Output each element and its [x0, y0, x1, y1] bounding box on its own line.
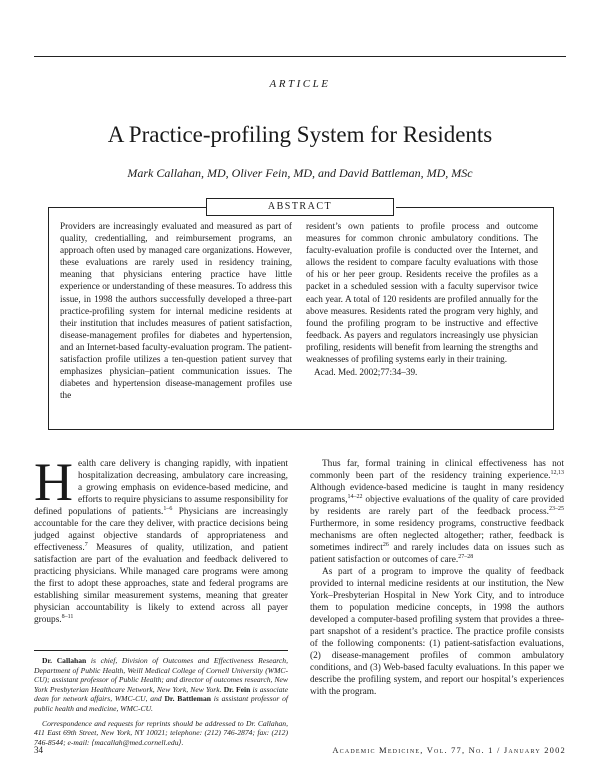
- abstract-heading: ABSTRACT: [206, 198, 394, 216]
- drop-cap: H: [34, 452, 73, 512]
- abstract-left-column: [60, 220, 292, 401]
- body-paragraph-1: [34, 452, 288, 626]
- body-right-column: [310, 458, 564, 698]
- footnote-rule: [34, 650, 288, 651]
- author-name: Dr. Callahan: [42, 656, 87, 665]
- reference-marker: 27–28: [458, 553, 474, 560]
- section-label: ARTICLE: [269, 78, 331, 90]
- reference-marker: 8–11: [61, 613, 74, 620]
- body-text: Measures of quality, utilization, and patient satisfaction are part of the evaluation and feedback delivered to practicing physicians. While managed care programs were among the first to adopt these approaches, state and federal programs are establishing similar measurement systems, meaning that greater physician accountability is likely to extend across all payer groups.: [34, 543, 288, 625]
- top-rule: [34, 56, 566, 57]
- body-paragraph-3: As part of a program to improve the quality of feedback provided to internal medicine residents at our institution, the New York–Presbyterian Hospital in New York City, and to introduce them to population medicine concepts, in 1998 the authors developed a computer-based profiling system that provides a three-part snapshot of a resident’s practice. The practice profile consists of the following components: (1) patient-satisfaction evaluations, (2) disease-management profiles of common ambulatory conditions, and (3) Web-based faculty evaluations. In this paper we describe the profiling system, and report our hospital’s experiences with the program.: [310, 567, 564, 697]
- affiliation-text: is assistant professor of public health and medicine, WMC-CU.: [34, 694, 289, 713]
- reference-marker: 7: [84, 541, 88, 548]
- author-line: Mark Callahan, MD, Oliver Fein, MD, and David Battleman, MD, MSc: [127, 166, 473, 180]
- reference-marker: 23–25: [549, 505, 564, 512]
- body-text: and rarely includes data on issues such as patient satisfaction or outcomes of care.: [310, 543, 564, 565]
- reference-marker: 14–22: [347, 493, 363, 500]
- body-left-column: [34, 452, 288, 626]
- body-text: ealth care delivery is changing rapidly, with inpatient hospitalization decreasing, ambulatory care increasing, a growing emphasis on evidence-based medicine, and efforts to require physicians to assume responsibility for defined populations of patients.: [34, 459, 288, 517]
- correspondence-note: Correspondence and requests for reprints should be addressed to Dr. Callahan, 411 East 69th Street, New York, NY 10021; telephone: (212) 746-2874; fax: (212) 746-8544; e-mail: ⟨macallah@med.cornell.edu⟩.: [34, 718, 288, 747]
- page-number: 34: [34, 745, 43, 755]
- author-name: Dr. Fein: [223, 684, 251, 694]
- body-text: Thus far, formal training in clinical effectiveness has not commonly been part of the residency training experience.: [310, 459, 564, 481]
- body-text: Furthermore, in some residency programs, constructive feedback mechanisms are often neglected altogether; rather, feedback is sometimes indirect: [310, 519, 564, 553]
- author-name: Dr. Battleman: [164, 694, 212, 704]
- reference-marker: 26: [382, 541, 389, 548]
- affiliation-text: is chief, Division of Outcomes and Effectiveness Research, Department of Public Health, Weill Medical College of Cornell University (WMC-CU); assistant professor of Public Health; and director of outcomes research, New York Presbyterian Healthcare Network, New York, New York.: [34, 656, 288, 694]
- running-footer: Academic Medicine, Vol. 77, No. 1 / January 2002: [332, 745, 566, 755]
- abstract-right-column: [306, 220, 538, 378]
- abstract-citation: Acad. Med. 2002;77:34–39.: [314, 367, 418, 378]
- reference-marker: 1–6: [163, 505, 173, 512]
- author-affiliations: [34, 656, 288, 714]
- body-paragraph-2: [310, 458, 564, 566]
- footnotes: [34, 656, 288, 752]
- article-title: A Practice-profiling System for Residents: [107, 122, 493, 147]
- body-text: Physicians are increasingly accountable for the care they deliver, with practice decisions being judged against objective standards of appropriateness and effectiveness.: [34, 507, 288, 553]
- abstract-right-text: resident’s own patients to profile process and outcome measures for common chronic ambulatory conditions. The faculty-evaluation profile is conducted over the Internet, and allows the resident to compare faculty evaluations with those of his or her peer group. Residents receive the profiles as a packet in a scheduled session with a faculty supervisor twice each year. A total of 120 residents are profiled annually for the above measures. Residents rated the program very highly, and found the profiling program to be instructive and effective feedback. As payers and regulators increasingly use physician profiling, residents will benefit from learning the strengths and weaknesses of profiling systems early in their training.: [306, 221, 538, 365]
- body-text: objective evaluations of the quality of care provided by residents are rarely part of the feedback process.: [310, 495, 564, 517]
- affiliation-text: is associate dean for network affairs, WMC-CU, and: [34, 684, 288, 704]
- body-text: Although evidence-based medicine is taught in many residency programs,: [310, 483, 564, 505]
- abstract-left-text: Providers are increasingly evaluated and measured as part of quality, credentialling, and reimbursement programs, an approach often used by managed care organizations. However, these evaluations are rarely used in residency training, meaning that physicians entering practice have little experience or understanding of these measures. To address this issue, in 1998 the authors successfully developed a three-part practice-profiling system for internal medicine residents at their institution that includes measures of patient satisfaction, disease-management profiles for diabetes and hypertension, and an Internet-based faculty-evaluation program. The patient-satisfaction profile utilizes a ten-question patient survey that emphasizes physician–patient communication issues. The diabetes and hypertension disease-management profiles use the: [60, 221, 292, 401]
- reference-marker: 12,13: [550, 469, 564, 476]
